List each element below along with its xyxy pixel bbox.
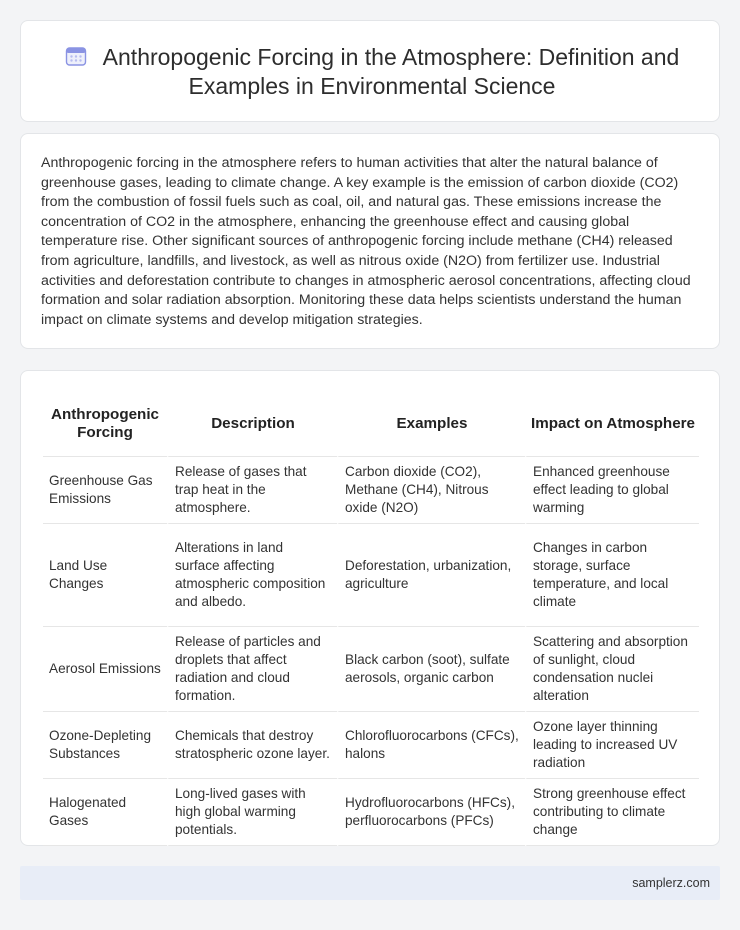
table-row (43, 779, 699, 846)
table-cell: Alterations in land surface affecting atmospheric composition and albedo. (167, 524, 337, 627)
table-cell: Ozone-Depleting Substances (43, 712, 167, 779)
table-cell: Enhanced greenhouse effect leading to global warming (525, 457, 699, 524)
table-cell: Halogenated Gases (43, 779, 167, 846)
table-cell: Strong greenhouse effect contributing to climate change (525, 779, 699, 846)
table-cell: Hydrofluorocarbons (HFCs), perfluorocarbons (PFCs) (337, 779, 525, 846)
intro-card (20, 133, 720, 349)
calendar-icon (65, 45, 87, 67)
table-row (43, 524, 699, 627)
table-cell: Scattering and absorption of sunlight, cloud condensation nuclei alteration (525, 627, 699, 712)
table-cell: Deforestation, urbanization, agriculture (337, 524, 525, 627)
footer-site-link[interactable]: samplerz.com (632, 876, 710, 890)
table-cell: Land Use Changes (43, 524, 167, 627)
page-title: Anthropogenic Forcing in the Atmosphere: Definition and Examples in Environmental Science (102, 44, 680, 99)
table-row (43, 457, 699, 524)
intro-paragraph: Anthropogenic forcing in the atmosphere refers to human activities that alter the natural balance of greenhouse gases, leading to climate change. A key example is the emission of carbon dioxide (CO2) from the combustion of fossil fuels such as coal, oil, and natural gas. These emissions increase the concentration of CO2 in the atmosphere, enhancing the greenhouse effect and causing global temperature rise. Other significant sources of anthropogenic forcing include methane (CH4) released from agriculture, landfills, and livestock, as well as nitrous oxide (N2O) from fertilizer use. Industrial activities and deforestation contribute to changes in atmospheric aerosol concentrations, affecting cloud formation and solar radiation absorption. Monitoring these data helps scientists understand the human impact on climate systems and develop mitigation strategies. (41, 155, 691, 328)
title-card (20, 20, 720, 122)
table-cell: Release of gases that trap heat in the atmosphere. (167, 457, 337, 524)
table-cell: Chemicals that destroy stratospheric ozone layer. (167, 712, 337, 779)
table-row (43, 712, 699, 779)
table-header-row (43, 395, 699, 457)
column-header: Examples (337, 395, 525, 457)
table-cell: Black carbon (soot), sulfate aerosols, organic carbon (337, 627, 525, 712)
table-cell: Aerosol Emissions (43, 627, 167, 712)
page-title-wrap (45, 43, 699, 101)
table-cell: Long-lived gases with high global warming potentials. (167, 779, 337, 846)
footer-bar (20, 866, 720, 900)
table-cell: Release of particles and droplets that affect radiation and cloud formation. (167, 627, 337, 712)
column-header: Description (167, 395, 337, 457)
table-cell: Greenhouse Gas Emissions (43, 457, 167, 524)
column-header: Impact on Atmosphere (525, 395, 699, 457)
table-cell: Carbon dioxide (CO2), Methane (CH4), Nitrous oxide (N2O) (337, 457, 525, 524)
forcing-table (43, 395, 699, 846)
table-row (43, 627, 699, 712)
table-cell: Chlorofluorocarbons (CFCs), halons (337, 712, 525, 779)
column-header: Anthropogenic Forcing (43, 395, 167, 457)
table-cell: Changes in carbon storage, surface temperature, and local climate (525, 524, 699, 627)
table-cell: Ozone layer thinning leading to increased UV radiation (525, 712, 699, 779)
table-card (20, 370, 720, 846)
